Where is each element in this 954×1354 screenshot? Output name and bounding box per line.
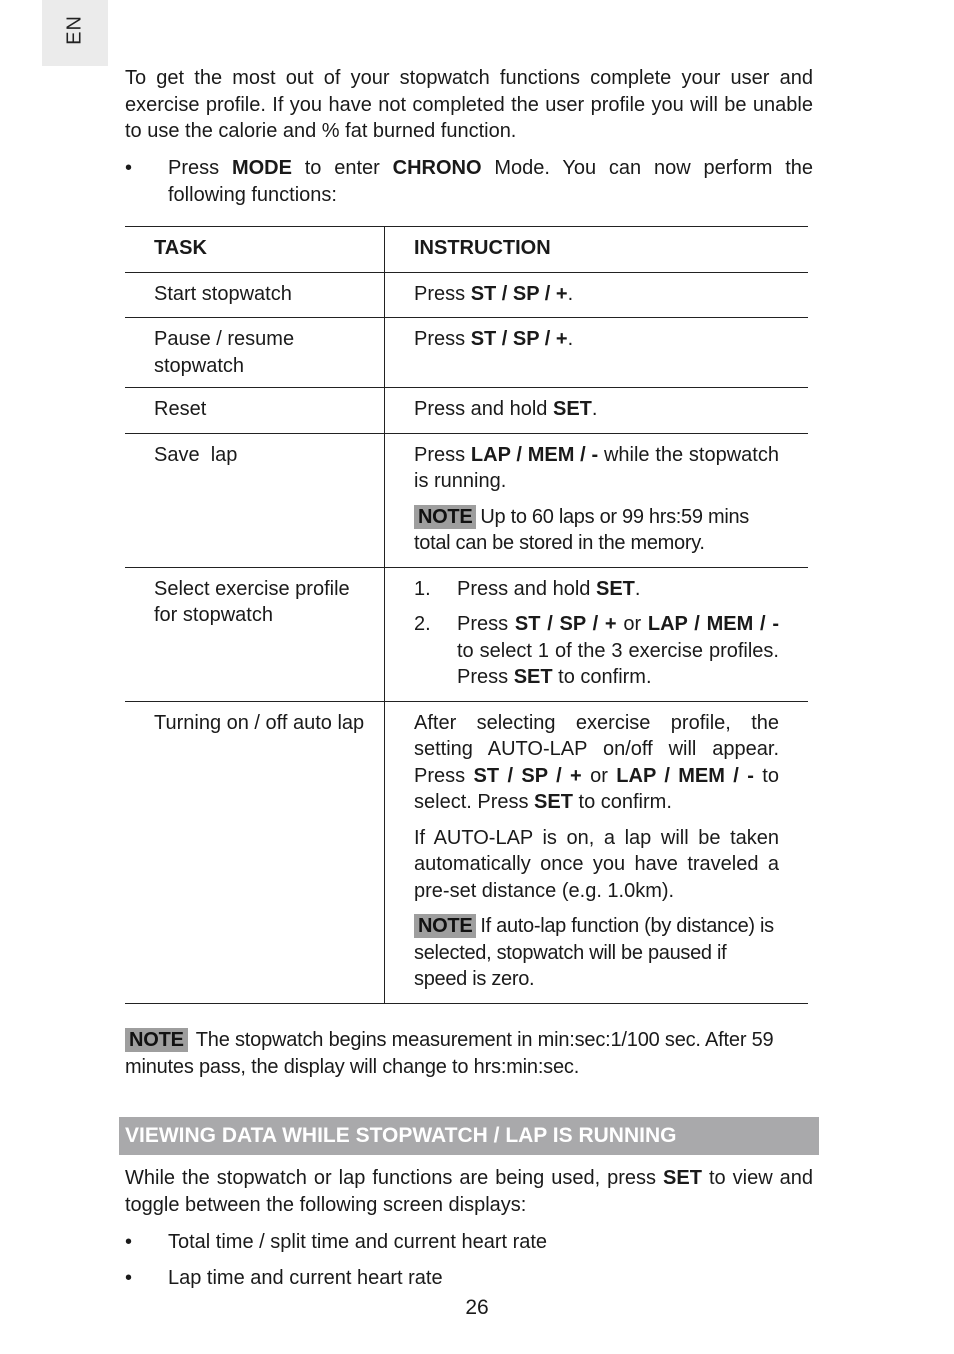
note-badge: NOTE — [414, 914, 476, 938]
note-badge: NOTE — [414, 505, 476, 529]
section-paragraph: While the stopwatch or lap functions are being used, press SET to view and toggle between the following screen displays: — [125, 1167, 814, 1216]
instruction-cell: After selecting exercise profile, the setting AUTO-LAP on/off will appear. Press ST / SP / + or LAP / MEM / - to select. Press SET to confirm. If AUTO-LAP is on, a lap will be taken automatically once you have traveled a pre-set distance (e.g. 1.0km). NOTE If auto-lap function (by distance) is selected, stopwatch will be paused if speed is zero. — [385, 701, 809, 1003]
bullet-marker: • — [125, 157, 133, 179]
bullet-text: Total time / split time and current heart rate — [168, 1231, 548, 1253]
step-item: 1. Press and hold SET. — [414, 577, 641, 600]
chrono-key: CHRONO — [392, 157, 482, 179]
note-text: If auto-lap function (by distance) is selected, stopwatch will be paused if speed is zero. — [414, 915, 774, 990]
header-instruction: INSTRUCTION — [385, 227, 809, 273]
table-row — [125, 272, 808, 318]
table-row — [125, 433, 808, 567]
note-text: Up to 60 laps or 99 hrs:59 mins total can be stored in the memory. — [414, 505, 749, 554]
bullet-text: Lap time and current heart rate — [168, 1267, 443, 1289]
instruction-cell: Press and hold SET. — [385, 388, 809, 434]
intro-paragraph: To get the most out of your stopwatch functions complete your user and exercise profile. If you have not completed the user profile you will be unable to use the calorie and % fat burned function. — [125, 67, 813, 142]
set-key: SET — [663, 1167, 702, 1189]
task-instruction-table — [125, 226, 808, 1004]
task-cell: Select exercise profile for stopwatch — [125, 567, 385, 701]
section-heading: VIEWING DATA WHILE STOPWATCH / LAP IS RUNNING — [119, 1117, 819, 1155]
mode-key: MODE — [231, 157, 292, 179]
footer-note — [125, 1027, 813, 1080]
note-badge: NOTE — [125, 1028, 188, 1052]
instruction-cell: Press ST / SP / +. — [385, 272, 809, 318]
instruction-cell — [385, 567, 809, 701]
step-item: 2. Press ST / SP / + or LAP / MEM / - to select 1 of the 3 exercise profiles. Press SET to confirm. — [414, 613, 779, 688]
steps-list — [414, 576, 779, 691]
language-label: EN — [63, 15, 86, 45]
page-number: 26 — [465, 1296, 489, 1319]
language-tab — [42, 0, 108, 66]
table-header-row — [125, 227, 808, 273]
table-row — [125, 567, 808, 701]
task-cell: Start stopwatch — [125, 272, 385, 318]
task-cell: Turning on / off auto lap — [125, 701, 385, 1003]
table-row — [125, 318, 808, 388]
note-text: The stopwatch begins measurement in min:sec:1/100 sec. After 59 minutes pass, the display will change to hrs:min:sec. — [125, 1029, 774, 1078]
instruction-cell: Press LAP / MEM / - while the stopwatch is running. NOTE Up to 60 laps or 99 hrs:59 mins total can be stored in the memory. — [385, 433, 809, 567]
instruction-cell: Press ST / SP / +. — [385, 318, 809, 388]
header-task: TASK — [125, 227, 385, 273]
task-cell: Pause / resume stopwatch — [125, 318, 385, 388]
task-cell: Reset — [125, 388, 385, 434]
table-row — [125, 701, 808, 1003]
bullet-marker: • — [125, 1231, 133, 1253]
task-cell: Save lap — [125, 433, 385, 567]
bullet-marker: • — [125, 1267, 133, 1289]
bullet-text: Press MODE to enter CHRONO Mode. You can now perform the following functions: — [168, 157, 813, 206]
table-row — [125, 388, 808, 434]
